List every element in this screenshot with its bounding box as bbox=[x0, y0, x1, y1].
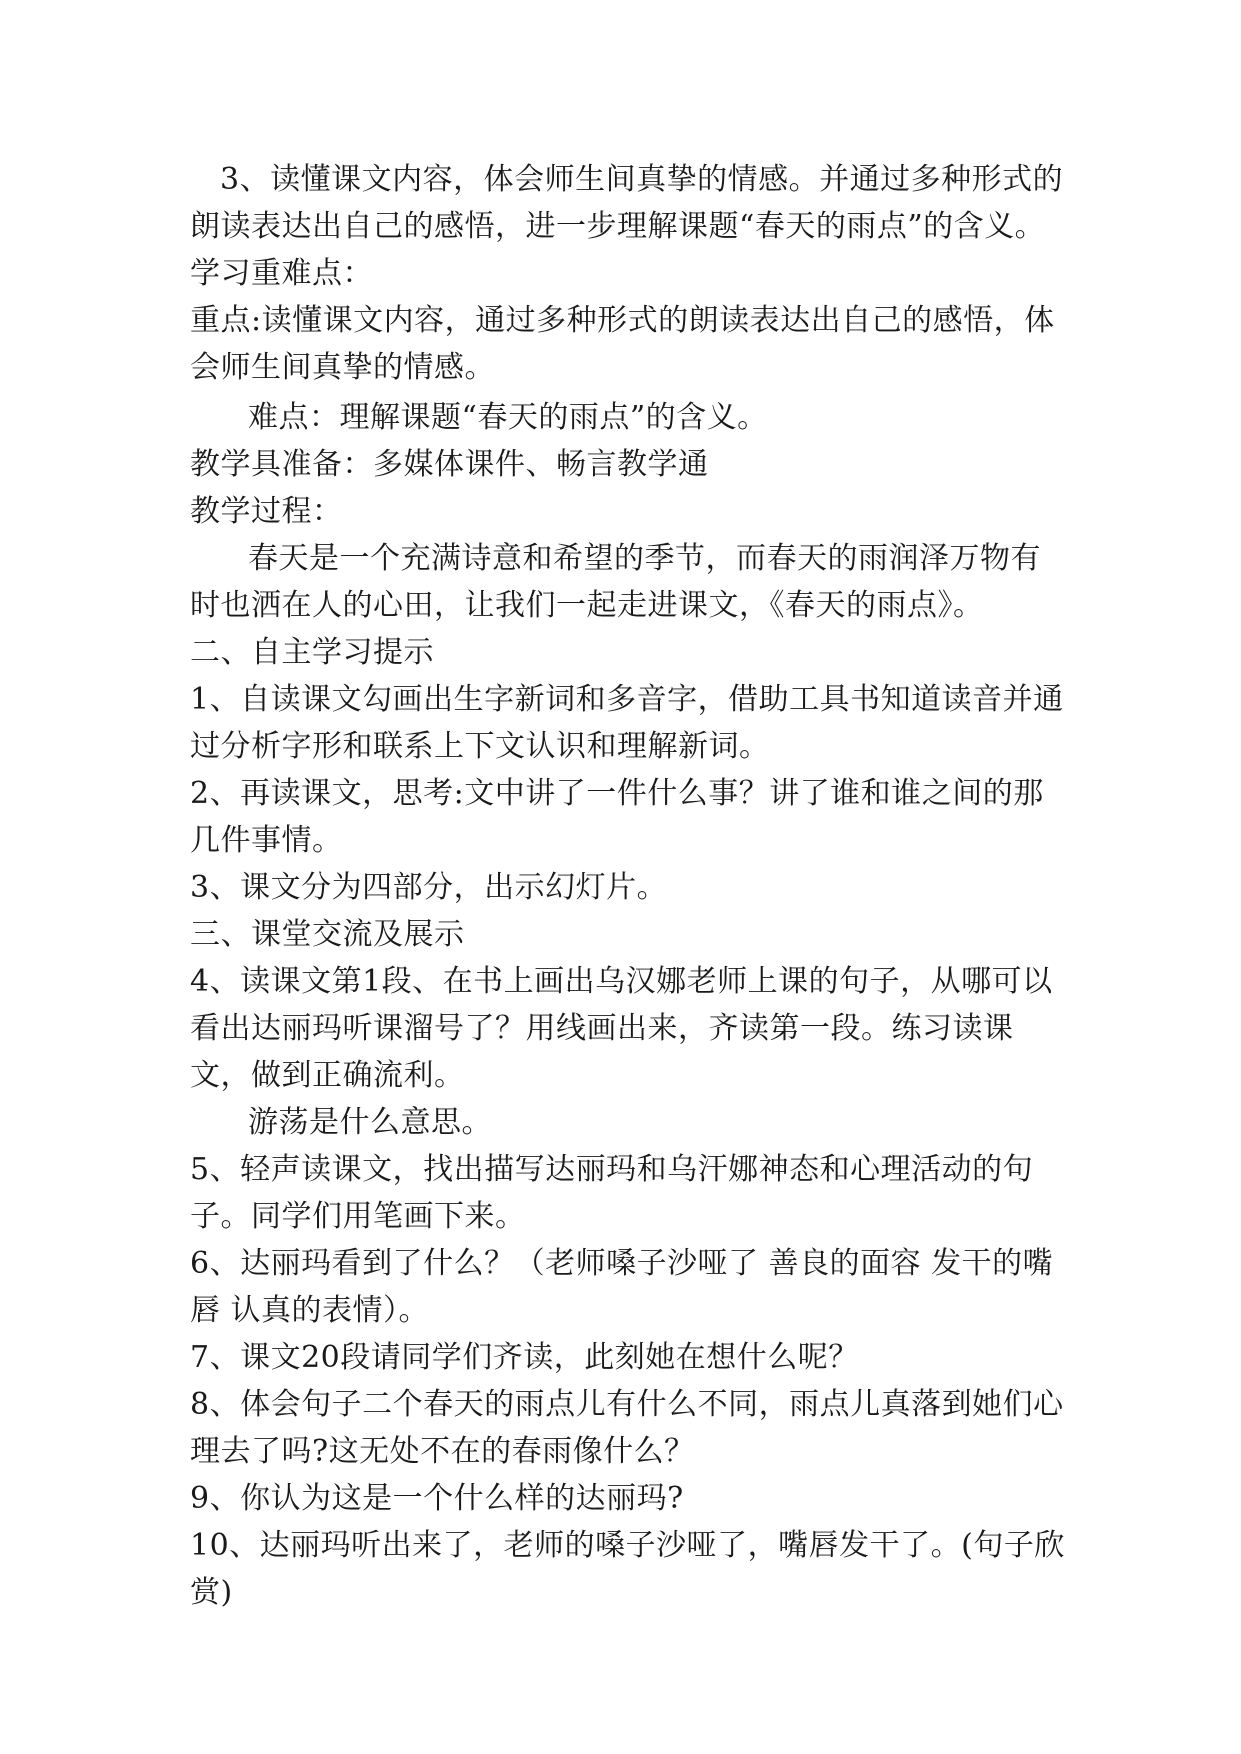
difficult-point-paragraph: 难点：理解课题“春天的雨点”的含义。 bbox=[248, 400, 768, 435]
wander-meaning-paragraph: 游荡是什么意思。 bbox=[248, 1105, 492, 1140]
step-10-paragraph: 10、达丽玛听出来了，老师的嗓子沙哑了，嘴唇发干了。(句子欣赏) bbox=[190, 1528, 1065, 1610]
teaching-aids-paragraph: 教学具准备：多媒体课件、畅言教学通 bbox=[190, 447, 709, 482]
step-5-paragraph: 5、轻声读课文，找出描写达丽玛和乌汗娜神态和心理活动的句子。同学们用笔画下来。 bbox=[190, 1152, 1034, 1234]
objective-3-paragraph: 3、读懂课文内容，体会师生间真挚的情感。并通过多种形式的朗读表达出自己的感悟，进一步理解课题“春天的雨点”的含义。 bbox=[190, 162, 1064, 244]
document-body bbox=[190, 156, 1070, 1616]
introduction-paragraph: 春天是一个充满诗意和希望的季节，而春天的雨润泽万物有时也洒在人的心田，让我们一起走进课文，《春天的雨点》。 bbox=[190, 541, 1041, 623]
step-9-paragraph: 9、你认为这是一个什么样的达丽玛? bbox=[190, 1481, 684, 1516]
step-4-paragraph: 4、读课文第1段、在书上画出乌汉娜老师上课的句子，从哪可以看出达丽玛听课溜号了？用线画出来，齐读第一段。练习读课文，做到正确流利。 bbox=[190, 964, 1053, 1093]
step-6-paragraph: 6、达丽玛看到了什么？（老师嗓子沙哑了 善良的面容 发干的嘴唇 认真的表情）。 bbox=[190, 1246, 1054, 1328]
step-8-paragraph: 8、体会句子二个春天的雨点儿有什么不同，雨点儿真落到她们心理去了吗?这无处不在的春雨像什么？ bbox=[190, 1387, 1064, 1469]
step-3-paragraph: 3、课文分为四部分，出示幻灯片。 bbox=[190, 870, 668, 905]
step-2-paragraph: 2、再读课文，思考:文中讲了一件什么事？讲了谁和谁之间的那几件事情。 bbox=[190, 776, 1044, 858]
key-difficult-points-heading: 学习重难点： bbox=[190, 256, 373, 291]
section-3-heading: 三、课堂交流及展示 bbox=[190, 917, 465, 952]
step-7-paragraph: 7、课文20段请同学们齐读，此刻她在想什么呢？ bbox=[190, 1340, 859, 1375]
key-point-paragraph: 重点:读懂课文内容，通过多种形式的朗读表达出自己的感悟，体会师生间真挚的情感。 bbox=[190, 303, 1055, 385]
step-1-paragraph: 1、自读课文勾画出生字新词和多音字，借助工具书知道读音并通过分析字形和联系上下文认识和理解新词。 bbox=[190, 682, 1064, 764]
teaching-process-heading: 教学过程： bbox=[190, 494, 343, 529]
section-2-heading: 二、自主学习提示 bbox=[190, 635, 434, 670]
